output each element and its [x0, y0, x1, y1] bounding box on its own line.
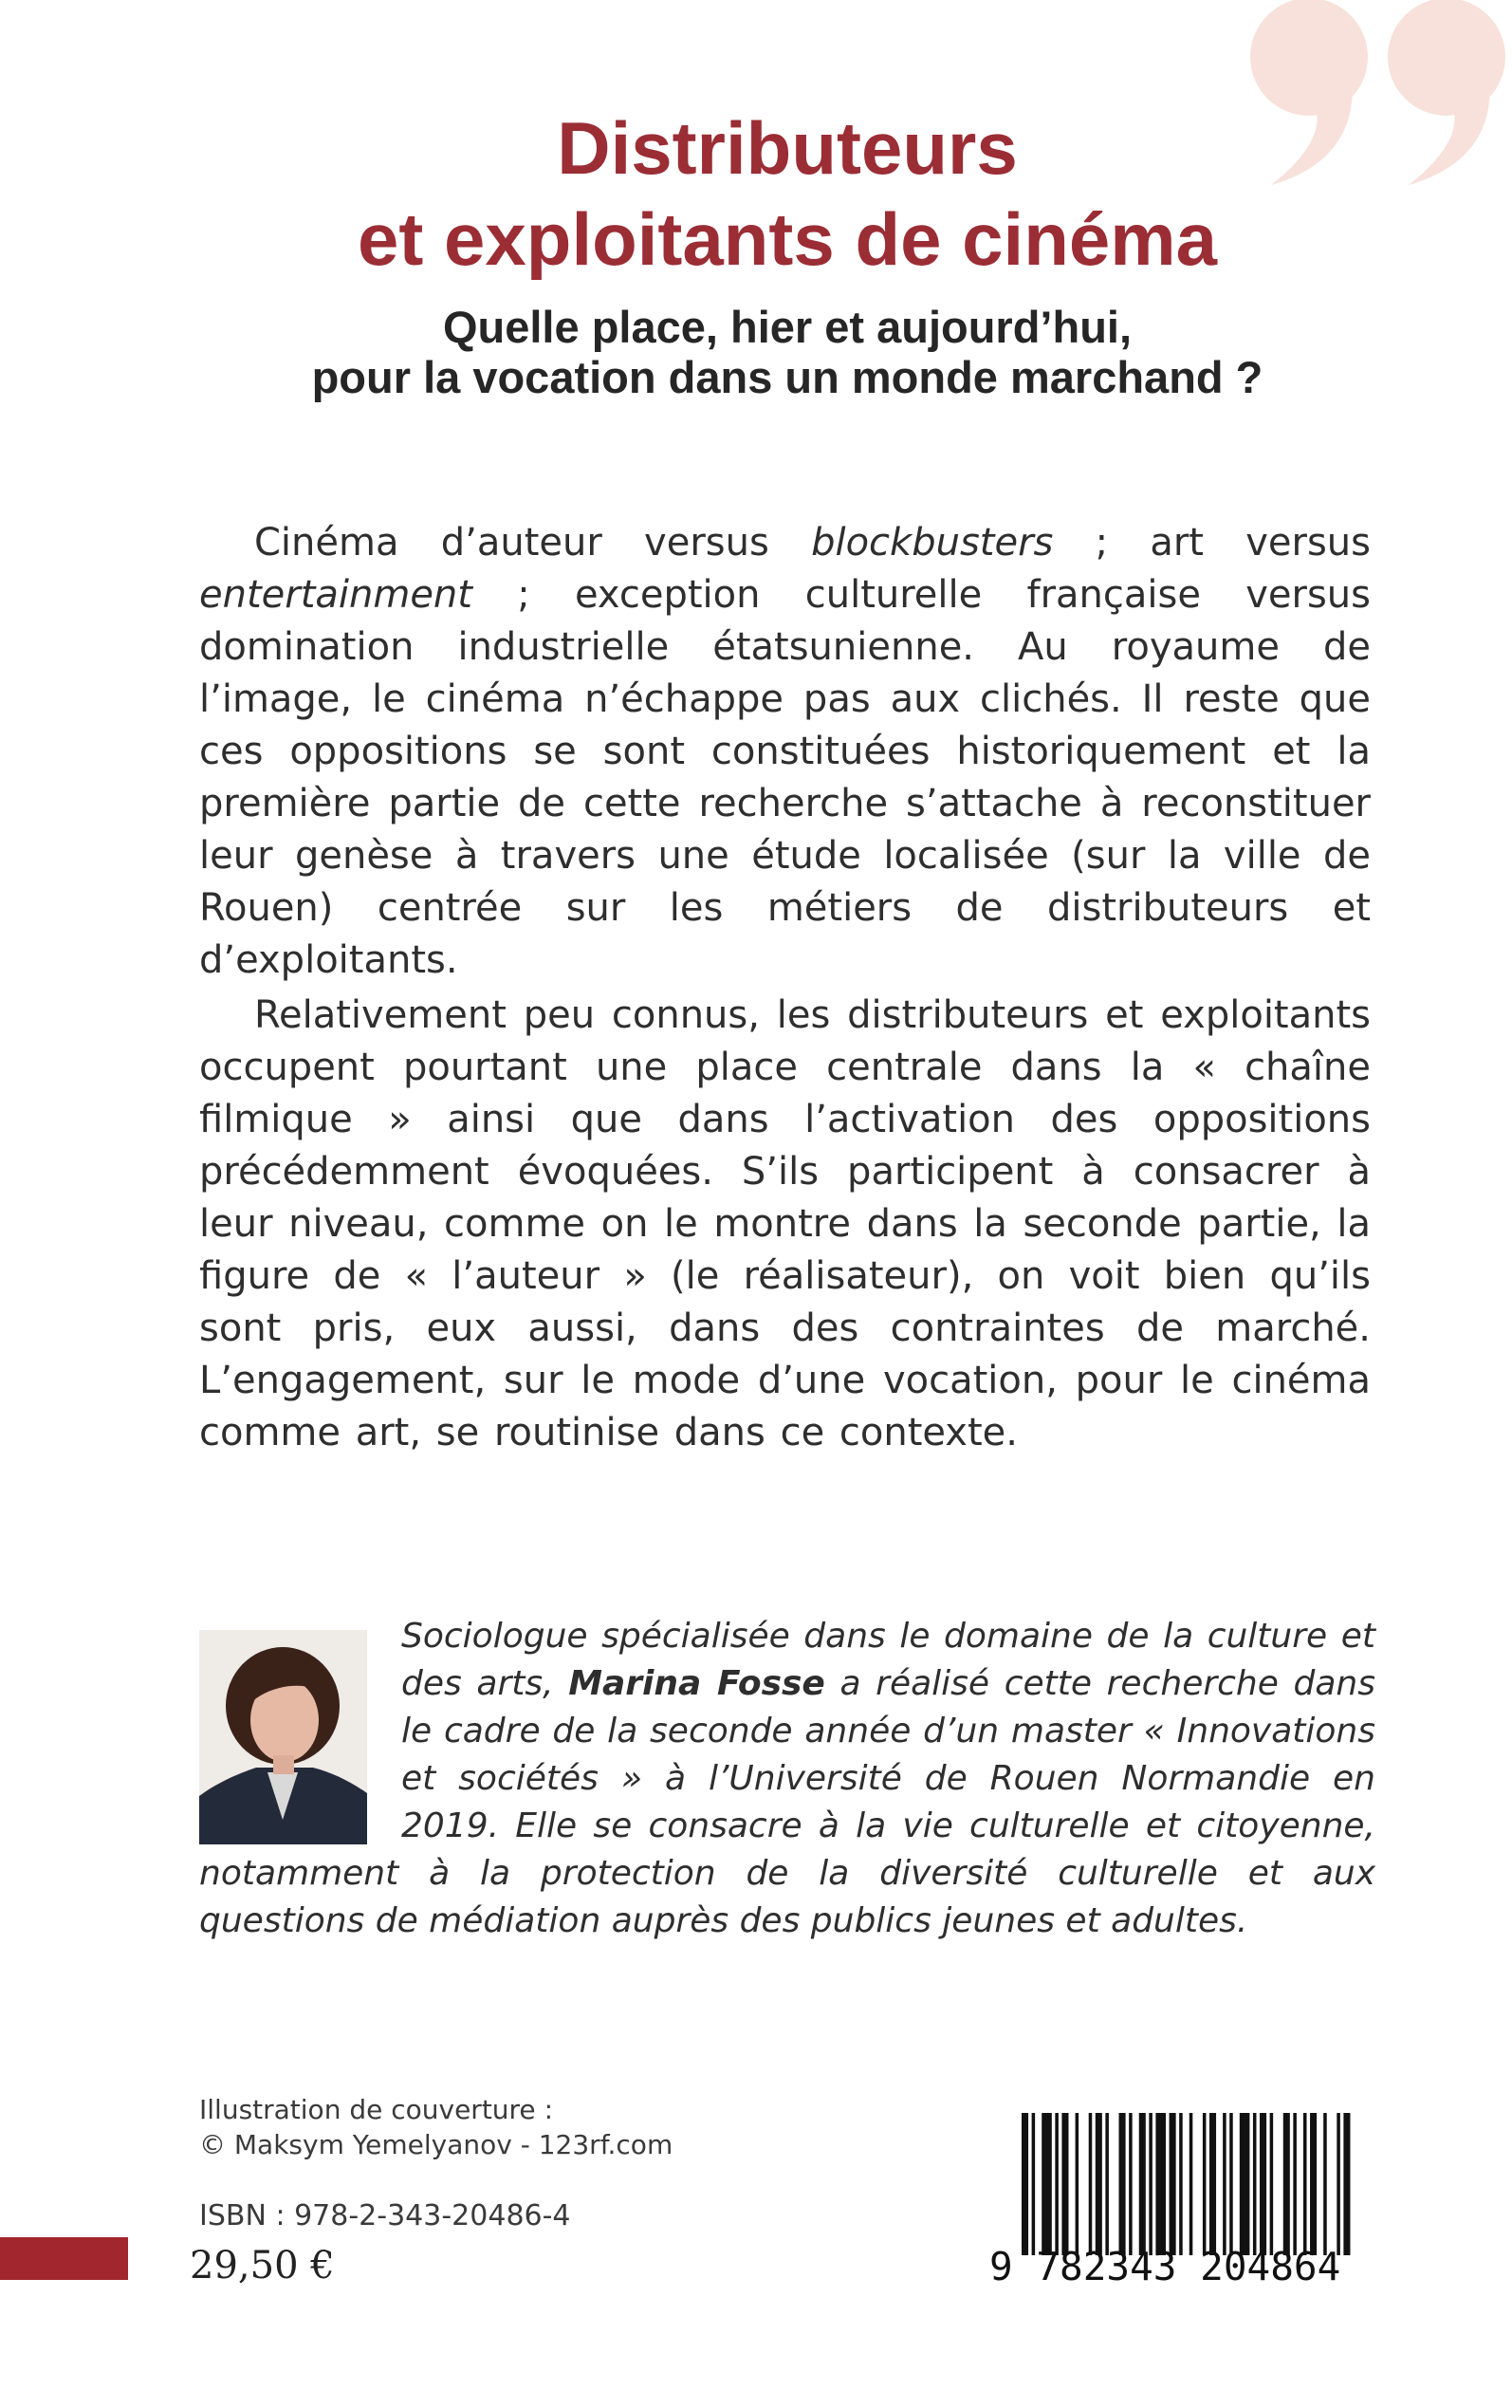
author-name: Marina Fosse: [568, 1664, 825, 1703]
barcode-digits: 9 782343 204864: [989, 2244, 1341, 2289]
barcode: [972, 2102, 1375, 2301]
title-line-1: Distributeurs: [557, 106, 1018, 190]
author-portrait-image: [199, 1630, 367, 1844]
book-subtitle: [0, 302, 1512, 402]
book-title: [0, 102, 1512, 285]
accent-bar: [0, 2237, 128, 2280]
isbn-text: ISBN : 978-2-343-20486-4: [199, 2199, 571, 2232]
subtitle-line-2: pour la vocation dans un monde marchand ?: [311, 352, 1263, 402]
title-line-2: et exploitants de cinéma: [358, 197, 1217, 281]
credit-line-1: Illustration de couverture :: [199, 2094, 553, 2125]
author-photo: [199, 1630, 367, 1844]
cover-credit: [199, 2092, 673, 2162]
summary-paragraph-1: Cinéma d’auteur versus blockbusters ; art versus entertainment ; exception culturelle française versus domination industrielle étatsunienne. Au royaume de l’image, le cinéma n’échappe pas aux clichés. Il reste que ces oppositions se sont constituées historiquement et la première partie de cette recherche s’attache à reconstituer leur genèse à travers une étude localisée (sur la ville de Rouen) centrée sur les métiers de distributeurs et d’exploitants.: [199, 521, 1371, 982]
credit-line-2: © Maksym Yemelyanov - 123rf.com: [199, 2129, 673, 2160]
author-bio: Sociologue spécialisée dans le domaine de la culture et des arts, Marina Fosse a réalisé cette recherche dans le cadre de la seconde année d’un master « Innovations et sociétés » à l’Université de Rouen Normandie en 2019. Elle se consacre à la vie culturelle et citoyenne, notamment à la protection de la diversité culturelle et aux questions de médiation auprès des publics jeunes et adultes.: [199, 1617, 1376, 1940]
summary-paragraph-2: Relativement peu connus, les distributeurs et exploitants occupent pourtant une place centrale dans la « chaîne filmique » ainsi que dans l’activation des oppositions précédemment évoquées. S’ils participent à consacrer à leur niveau, comme on le montre dans la seconde partie, la figure de « l’auteur » (le réalisateur), on voit bien qu’ils sont pris, eux aussi, dans des contraintes de marché. L’engagement, sur le mode d’une vocation, pour le cinéma comme art, se routinise dans ce contexte.: [199, 993, 1371, 1454]
barcode-bars: [1022, 2113, 1354, 2255]
emphasis-blockbusters: blockbusters: [811, 521, 1054, 565]
subtitle-line-1: Quelle place, hier et aujourd’hui,: [442, 302, 1133, 352]
price-text: 29,50 €: [190, 2244, 335, 2288]
emphasis-entertainment: entertainment: [199, 573, 472, 617]
